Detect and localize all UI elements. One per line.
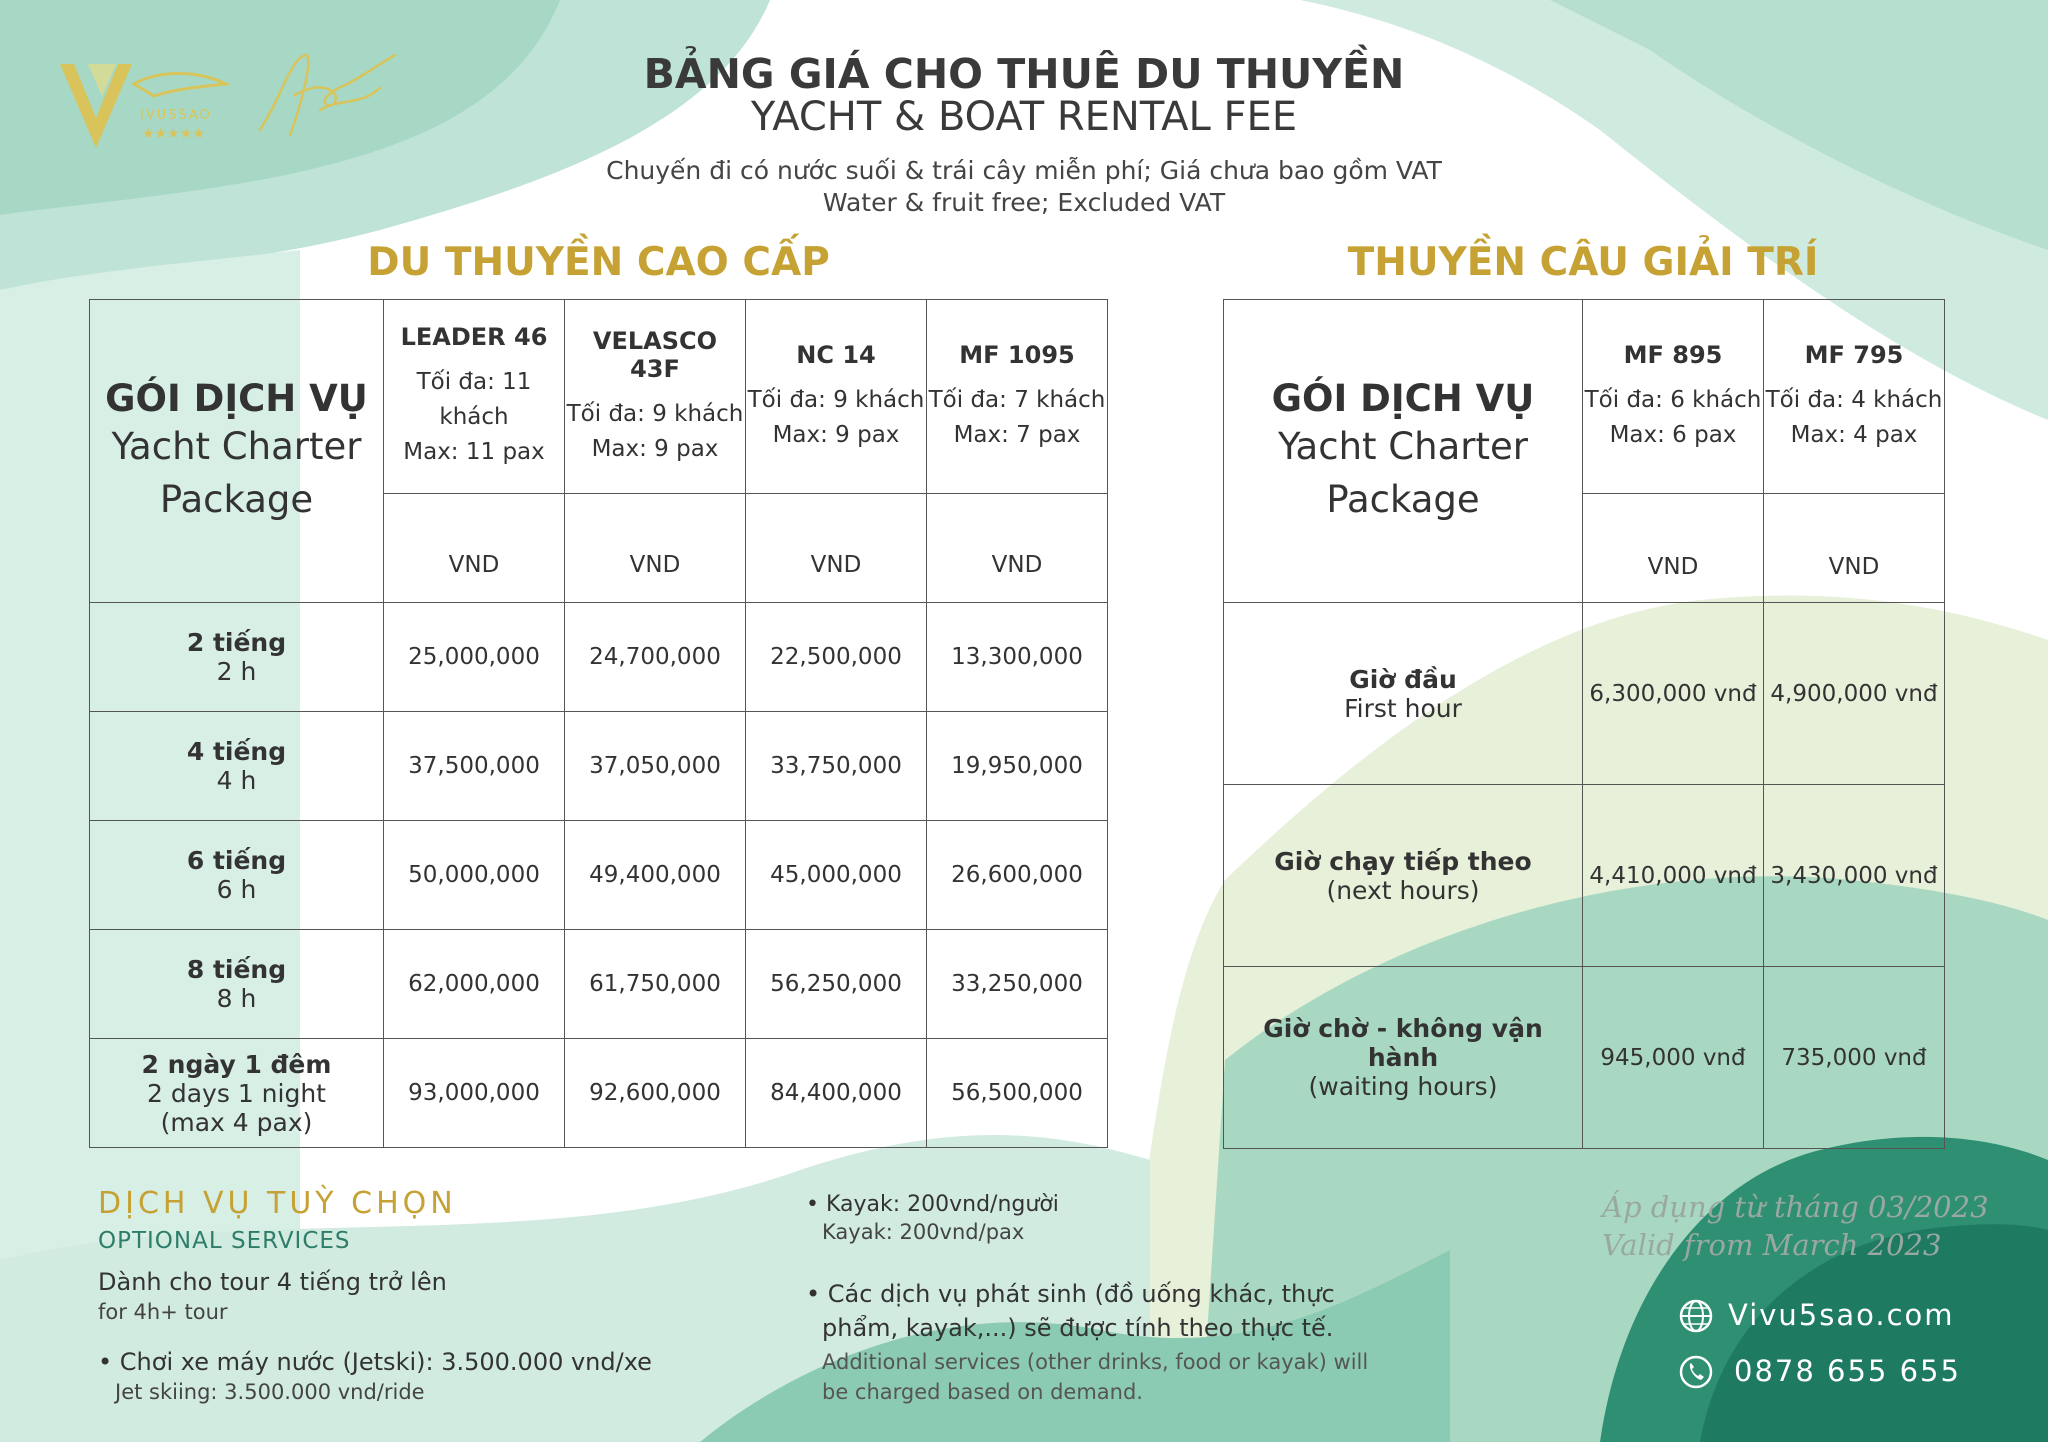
boat-name: MF 795	[1804, 340, 1904, 369]
price-cell: 50,000,000	[384, 821, 565, 930]
package-label-vi: GÓI DỊCH VỤ	[105, 376, 368, 420]
package-label-vi: GÓI DỊCH VỤ	[1271, 376, 1535, 420]
package-label-en-1: Yacht Charter	[111, 424, 362, 468]
boat-capacity-vi: Tối đa: 9 khách	[566, 400, 744, 427]
price-cell: 37,500,000	[384, 712, 565, 821]
duration-cell	[90, 1039, 384, 1148]
hour-type-vi: Giờ đầu	[1349, 664, 1457, 694]
price-cell: 61,750,000	[565, 930, 746, 1039]
boat-header-cell	[565, 300, 746, 494]
price-cell: 4,900,000 vnđ	[1764, 603, 1945, 785]
boat-capacity-en: Max: 7 pax	[953, 421, 1081, 448]
boat-capacity-en: Max: 11 pax	[403, 439, 545, 465]
unit-cell: VND	[565, 494, 746, 603]
boat-header-cell	[384, 300, 565, 494]
hour-type-vi: Giờ chạy tiếp theo	[1274, 846, 1532, 876]
jetski-en: Jet skiing: 3.500.000 vnd/ride	[115, 1380, 425, 1404]
duration-vi: 2 ngày 1 đêm	[141, 1049, 332, 1079]
fishing-package-cell	[1224, 300, 1583, 603]
duration-extra: (max 4 pax)	[160, 1107, 313, 1137]
boat-capacity-vi: Tối đa: 11 khách	[416, 369, 532, 430]
hour-type-cell	[1224, 603, 1583, 785]
optional-services-title: DỊCH VỤ TUỲ CHỌN	[98, 1186, 457, 1221]
note-en: Water & fruit free; Excluded VAT	[822, 188, 1226, 217]
price-cell: 22,500,000	[746, 603, 927, 712]
table-row	[1224, 967, 1945, 1149]
duration-en: 2 h	[216, 657, 257, 686]
extra-services-en-1: Additional services (other drinks, food or kayak) will	[822, 1350, 1369, 1374]
boat-capacity-en: Max: 9 pax	[772, 421, 900, 448]
table-row	[1224, 603, 1945, 785]
page-title-vi: BẢNG GIÁ CHO THUÊ DU THUYỀN	[643, 50, 1405, 98]
price-cell: 25,000,000	[384, 603, 565, 712]
boat-header-cell	[927, 300, 1108, 494]
boat-capacity-vi: Tối đa: 7 khách	[928, 386, 1106, 413]
duration-vi: 2 tiếng	[186, 628, 287, 657]
duration-vi: 8 tiếng	[186, 955, 287, 984]
luxury-package-cell	[90, 300, 384, 603]
boat-header-cell	[1583, 300, 1764, 494]
boat-name: LEADER 46	[400, 323, 548, 351]
price-cell: 56,500,000	[927, 1039, 1108, 1148]
hour-type-cell	[1224, 785, 1583, 967]
optional-for-vi: Dành cho tour 4 tiếng trở lên	[98, 1268, 447, 1296]
price-cell: 6,300,000 vnđ	[1583, 603, 1764, 785]
price-cell: 45,000,000	[746, 821, 927, 930]
price-cell: 945,000 vnđ	[1583, 967, 1764, 1149]
duration-en: 4 h	[216, 766, 257, 795]
luxury-section-title: DU THUYỀN CAO CẤP	[367, 240, 830, 285]
valid-from-vi: Áp dụng từ tháng 03/2023	[1602, 1190, 1989, 1224]
page-title-en: YACHT & BOAT RENTAL FEE	[750, 94, 1298, 140]
boat-capacity-vi: Tối đa: 4 khách	[1765, 386, 1943, 413]
boat-name: MF 1095	[959, 340, 1075, 369]
package-label-en-2: Package	[1326, 477, 1480, 521]
phone-number[interactable]: 0878 655 655	[1734, 1354, 1961, 1388]
valid-from-en: Valid from March 2023	[1602, 1228, 1942, 1262]
kayak-en: Kayak: 200vnd/pax	[822, 1220, 1025, 1244]
boat-capacity-en: Max: 6 pax	[1609, 421, 1737, 448]
table-row	[90, 603, 1108, 712]
optional-services-subtitle: OPTIONAL SERVICES	[98, 1228, 351, 1254]
boat-header-cell	[1764, 300, 1945, 494]
boat-header-cell	[746, 300, 927, 494]
fishing-header-row	[1224, 300, 1945, 494]
extra-services-en-2: be charged based on demand.	[822, 1380, 1143, 1404]
boat-capacity-vi: Tối đa: 9 khách	[747, 386, 925, 413]
price-cell: 84,400,000	[746, 1039, 927, 1148]
hour-type-cell	[1224, 967, 1583, 1149]
duration-cell	[90, 603, 384, 712]
price-cell: 49,400,000	[565, 821, 746, 930]
price-cell: 26,600,000	[927, 821, 1108, 930]
price-cell: 24,700,000	[565, 603, 746, 712]
duration-cell	[90, 712, 384, 821]
duration-vi: 4 tiếng	[186, 737, 287, 766]
logo-text: IVUSSAO	[140, 108, 212, 123]
table-row	[90, 712, 1108, 821]
boat-capacity-en: Max: 9 pax	[591, 435, 719, 462]
price-cell: 56,250,000	[746, 930, 927, 1039]
boat-name: VELASCO 43F	[592, 326, 718, 383]
hour-type-en: (waiting hours)	[1308, 1072, 1498, 1101]
globe-icon	[1678, 1298, 1714, 1338]
unit-cell: VND	[1764, 494, 1945, 603]
optional-for-en: for 4h+ tour	[98, 1300, 228, 1324]
duration-cell	[90, 821, 384, 930]
hour-type-en: (next hours)	[1326, 875, 1480, 905]
unit-cell: VND	[384, 494, 565, 603]
boat-capacity-vi: Tối đa: 6 khách	[1584, 386, 1762, 413]
table-row	[90, 1039, 1108, 1148]
luxury-price-table	[89, 299, 1108, 1148]
price-cell: 33,750,000	[746, 712, 927, 821]
extra-services-vi-1: • Các dịch vụ phát sinh (đồ uống khác, thực	[806, 1280, 1335, 1308]
extra-services-vi-2: phẩm, kayak,...) sẽ được tính theo thực tế.	[822, 1314, 1334, 1342]
table-row	[1224, 785, 1945, 967]
duration-cell	[90, 930, 384, 1039]
price-cell: 37,050,000	[565, 712, 746, 821]
duration-en: 6 h	[216, 875, 257, 904]
price-cell: 3,430,000 vnđ	[1764, 785, 1945, 967]
hour-type-en: First hour	[1344, 693, 1462, 723]
boat-name: MF 895	[1623, 340, 1723, 369]
website-link[interactable]: Vivu5sao.com	[1728, 1298, 1955, 1332]
hour-type-vi: Giờ chờ - không vận hành	[1263, 1014, 1543, 1072]
package-label-en-1: Yacht Charter	[1278, 424, 1528, 468]
unit-cell: VND	[927, 494, 1108, 603]
luxury-header-row	[90, 300, 1108, 494]
boat-capacity-en: Max: 4 pax	[1790, 421, 1918, 448]
fishing-section-title: THUYỀN CÂU GIẢI TRÍ	[1347, 240, 1819, 285]
price-cell: 19,950,000	[927, 712, 1108, 821]
note-vi: Chuyến đi có nước suối & trái cây miễn phí; Giá chưa bao gồm VAT	[606, 156, 1442, 185]
duration-en: 2 days 1 night	[147, 1078, 326, 1108]
price-cell: 93,000,000	[384, 1039, 565, 1148]
price-cell: 62,000,000	[384, 930, 565, 1039]
table-row	[90, 930, 1108, 1039]
unit-cell: VND	[746, 494, 927, 603]
duration-en: 8 h	[216, 984, 257, 1013]
logo-stars: ★★★★★	[142, 126, 205, 142]
phone-icon	[1678, 1354, 1714, 1394]
package-label-en-2: Package	[159, 477, 314, 521]
table-row	[90, 821, 1108, 930]
price-cell: 735,000 vnđ	[1764, 967, 1945, 1149]
price-cell: 4,410,000 vnđ	[1583, 785, 1764, 967]
price-cell: 13,300,000	[927, 603, 1108, 712]
price-cell: 33,250,000	[927, 930, 1108, 1039]
fishing-price-table	[1223, 299, 1945, 1149]
price-cell: 92,600,000	[565, 1039, 746, 1148]
unit-cell: VND	[1583, 494, 1764, 603]
boat-name: NC 14	[796, 340, 876, 369]
duration-vi: 6 tiếng	[186, 846, 287, 875]
kayak-vi: • Kayak: 200vnd/người	[806, 1192, 1059, 1217]
jetski-vi: • Chơi xe máy nước (Jetski): 3.500.000 vnd/xe	[98, 1348, 652, 1376]
